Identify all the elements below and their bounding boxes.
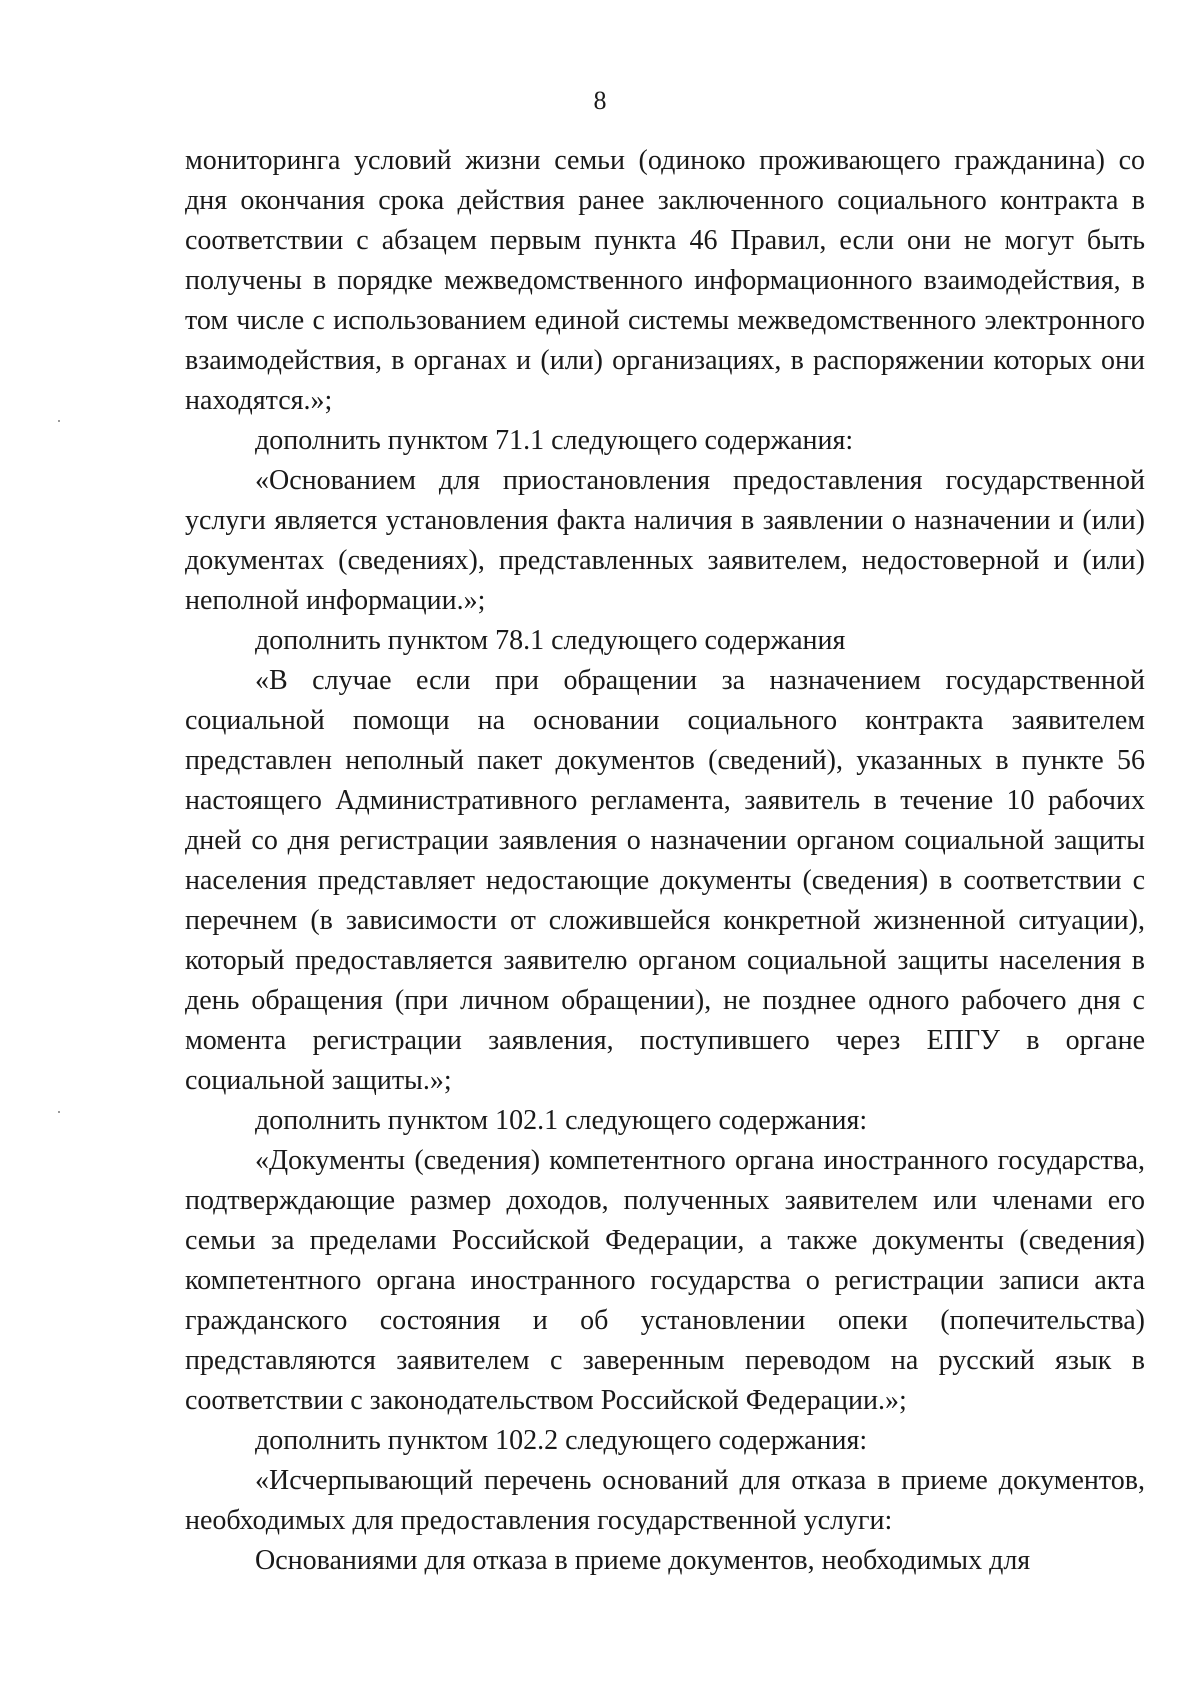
paragraph-quote-78-1: «В случае если при обращении за назначением государственной социальной помощи на основании социального контракта заявителем представлен неполный пакет документов (сведений), указанных в пункте 56 настоящего Административного регламента, заявитель в течение 10 рабочих дней со дня регистрации заявления о назначении органом социальной защиты населения представляет недостающие документы (сведения) в соответствии с перечнем (в зависимости от сложившейся конкретной жизненной ситуации), который предоставляется заявителю органом социальной защиты населения в день обращения (при личном обращении), не позднее одного рабочего дня с момента регистрации заявления, поступившего через ЕПГУ в органе социальной защиты.»; [185,665,1145,1096]
paragraph-quote-102-1: «Документы (сведения) компетентного органа иностранного государства, подтверждающие размер доходов, полученных заявителем или членами его семьи за пределами Российской Федерации, а также документы (сведения) компетентного органа иностранного государства о регистрации записи акта гражданского состояния и об установлении опеки (попечительства) представляются заявителем с заверенным переводом на русский язык в соответствии с законодательством Российской Федерации.»; [185,1145,1145,1416]
paragraph-quote-102-2: «Исчерпывающий перечень оснований для отказа в приеме документов, необходимых для предоставления государственной услуги: [185,1465,1145,1536]
paragraph-amendment-102-2: дополнить пунктом 102.2 следующего содержания: [255,1425,868,1456]
paragraph-amendment-102-1: дополнить пунктом 102.1 следующего содержания: [255,1105,868,1136]
scan-speck [58,1111,60,1113]
paragraph-amendment-78-1: дополнить пунктом 78.1 следующего содержания [255,625,846,656]
page-number: 8 [593,86,607,115]
paragraph-grounds: Основаниями для отказа в приеме документов, необходимых для [255,1545,1031,1576]
paragraph-amendment-71-1: дополнить пунктом 71.1 следующего содержания: [255,425,854,456]
paragraph-quote-71-1: «Основанием для приостановления предоставления государственной услуги является установления факта наличия в заявлении о назначении и (или) документах (сведениях), представленных заявителем, недостоверной и (или) неполной информации.»; [185,465,1145,616]
scan-speck [58,420,60,422]
paragraph-continuation: мониторинга условий жизни семьи (одиноко проживающего гражданина) со дня окончания срока действия ранее заключенного социального контракта в соответствии с абзацем первым пункта 46 Правил, если они не могут быть получены в порядке межведомственного информационного взаимодействия, в том числе с использованием единой системы межведомственного электронного взаимодействия, в органах и (или) организациях, в распоряжении которых они находятся.»; [185,145,1145,416]
document-body [185,141,1145,1581]
